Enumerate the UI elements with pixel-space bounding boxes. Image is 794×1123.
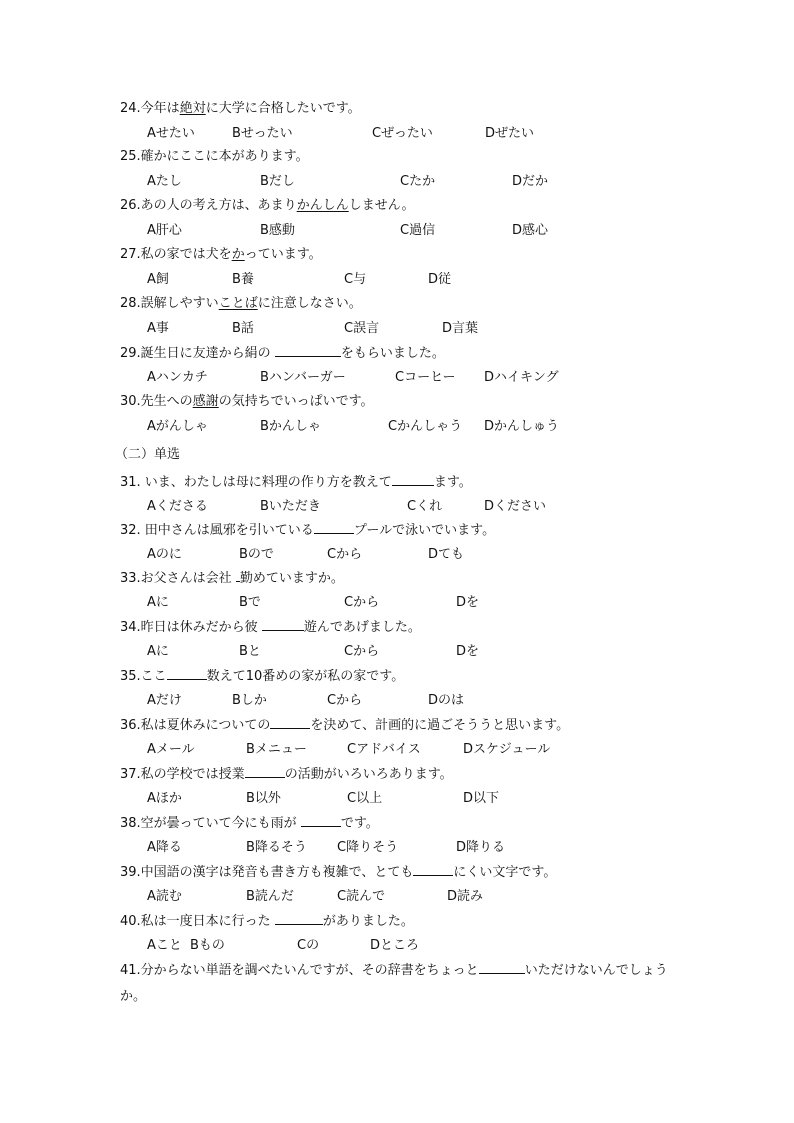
option-letter: D xyxy=(485,126,496,141)
question-text: 数えて10番めの家が私の家です。 xyxy=(206,669,405,684)
option-letter: A xyxy=(147,547,156,562)
option-text: ハイキング xyxy=(494,370,559,385)
underlined-word: かんしん xyxy=(296,198,349,213)
option-text: ほか xyxy=(155,791,182,806)
option-text: 与 xyxy=(353,272,367,287)
option-c xyxy=(337,839,398,857)
question-38 xyxy=(120,814,680,833)
answer-blank xyxy=(262,618,304,631)
question-text: 26.あの人の考え方は、あまり xyxy=(120,198,297,213)
option-a xyxy=(147,173,182,191)
option-text: に xyxy=(155,644,169,659)
option-text: 以外 xyxy=(254,791,281,806)
option-d xyxy=(463,790,499,808)
option-a xyxy=(147,888,182,906)
option-letter: D xyxy=(512,174,523,189)
option-letter: D xyxy=(484,370,495,385)
question-36 xyxy=(120,716,680,735)
answer-options xyxy=(147,271,667,289)
question-text: に注意しなさい。 xyxy=(257,296,362,311)
option-letter: C xyxy=(327,693,337,708)
option-b xyxy=(260,498,321,516)
question-text: を決めて、計画的に過ごそううと思います。 xyxy=(310,718,570,733)
option-d xyxy=(484,418,559,436)
option-letter: C xyxy=(344,644,354,659)
option-letter: A xyxy=(147,889,156,904)
option-d xyxy=(428,271,451,289)
option-d xyxy=(512,173,548,191)
option-text: 以上 xyxy=(356,791,383,806)
option-letter: D xyxy=(370,938,381,953)
option-letter: A xyxy=(147,272,156,287)
option-letter: D xyxy=(442,321,453,336)
answer-options xyxy=(147,839,667,857)
option-c xyxy=(327,546,362,564)
option-b xyxy=(246,839,307,857)
question-text: をもらいました。 xyxy=(340,346,445,361)
question-24 xyxy=(120,100,680,118)
answer-blank xyxy=(167,667,207,680)
option-letter: C xyxy=(347,742,357,757)
option-letter: C xyxy=(344,321,354,336)
option-letter: A xyxy=(147,370,156,385)
answer-blank xyxy=(301,814,341,827)
option-letter: C xyxy=(372,126,382,141)
option-b xyxy=(260,369,346,387)
option-text: かんしゃう xyxy=(397,419,463,434)
answer-options xyxy=(147,741,667,759)
option-text: 読んで xyxy=(346,889,386,904)
answer-blank xyxy=(413,863,453,876)
option-letter: A xyxy=(147,644,156,659)
option-letter: A xyxy=(147,419,156,434)
option-a xyxy=(147,125,195,143)
option-letter: D xyxy=(512,223,523,238)
option-d xyxy=(428,546,464,564)
answer-options xyxy=(147,125,667,143)
option-text: だし xyxy=(268,174,295,189)
question-text: がありました。 xyxy=(322,914,414,929)
option-text: かんしゅう xyxy=(494,419,560,434)
question-text: っています。 xyxy=(244,247,322,262)
option-letter: B xyxy=(246,791,255,806)
question-text: に大学に合格したいです。 xyxy=(205,101,361,116)
answer-options xyxy=(147,888,667,906)
option-letter: D xyxy=(456,840,467,855)
question-text: ます。 xyxy=(433,475,472,490)
option-a xyxy=(147,546,182,564)
answer-blank xyxy=(314,521,354,534)
option-text: から xyxy=(336,693,363,708)
question-text: 37.私の学校では授業 xyxy=(120,767,245,782)
option-c xyxy=(388,418,462,436)
option-text: 降りそう xyxy=(346,840,399,855)
option-text: で xyxy=(247,595,261,610)
option-text: から xyxy=(336,547,363,562)
question-text: 40.私は一度日本に行った xyxy=(120,914,275,929)
option-letter: D xyxy=(428,693,439,708)
option-d xyxy=(442,320,478,338)
option-text: ください xyxy=(494,499,547,514)
option-text: 話 xyxy=(240,321,254,336)
option-letter: B xyxy=(239,547,248,562)
question-text: 29.誕生日に友達から絹の xyxy=(120,346,275,361)
option-letter: C xyxy=(344,595,354,610)
answer-options xyxy=(147,594,667,612)
question-40 xyxy=(120,912,680,931)
option-text: アドバイス xyxy=(356,742,421,757)
option-a xyxy=(147,790,182,808)
option-a xyxy=(147,594,169,612)
option-letter: B xyxy=(260,499,269,514)
option-b xyxy=(190,937,225,955)
answer-blank xyxy=(270,716,310,729)
option-text: 誤言 xyxy=(353,321,380,336)
option-c xyxy=(395,369,456,387)
option-text: くれ xyxy=(416,499,443,514)
option-c xyxy=(344,594,379,612)
option-letter: C xyxy=(400,223,410,238)
option-letter: A xyxy=(147,499,156,514)
option-letter: C xyxy=(395,370,405,385)
option-d xyxy=(512,222,548,240)
option-text: 読んだ xyxy=(254,889,294,904)
option-letter: B xyxy=(232,693,241,708)
answer-options xyxy=(147,692,667,710)
option-text: 降るそう xyxy=(254,840,307,855)
option-b xyxy=(232,125,293,143)
option-b xyxy=(260,222,295,240)
option-d xyxy=(447,888,483,906)
option-text: だけ xyxy=(155,693,182,708)
option-text: こと xyxy=(155,938,182,953)
option-c xyxy=(372,125,433,143)
option-text: ぜたい xyxy=(495,126,535,141)
option-b xyxy=(232,320,254,338)
question-text: にくい文字です。 xyxy=(453,865,557,880)
question-30 xyxy=(120,393,680,411)
option-letter: B xyxy=(260,370,269,385)
option-letter: A xyxy=(147,321,156,336)
option-letter: C xyxy=(344,272,354,287)
option-letter: C xyxy=(337,889,347,904)
question-text: 24.今年は xyxy=(120,101,180,116)
question-27 xyxy=(120,246,680,264)
option-a xyxy=(147,271,169,289)
option-text: 降りる xyxy=(466,840,506,855)
question-text: 31. いま、わたしは母に料理の作り方を教えて xyxy=(120,475,392,490)
option-text: ハンバーガー xyxy=(268,370,346,385)
option-letter: C xyxy=(400,174,410,189)
option-letter: A xyxy=(147,595,156,610)
option-text: 飼 xyxy=(155,272,169,287)
option-letter: B xyxy=(232,321,241,336)
question-text: 28.誤解しやすい xyxy=(120,296,219,311)
option-text: 過信 xyxy=(409,223,436,238)
answer-options xyxy=(147,320,667,338)
option-text: もの xyxy=(198,938,225,953)
answer-options xyxy=(147,546,667,564)
answer-blank xyxy=(392,473,434,486)
option-d xyxy=(456,643,479,661)
question-text: 41.分からない単語を調べたいんですが、その辞書をちょっと xyxy=(120,963,479,978)
option-text: 降る xyxy=(155,840,182,855)
option-letter: B xyxy=(246,840,255,855)
option-letter: B xyxy=(239,595,248,610)
option-d xyxy=(370,937,419,955)
option-text: ところ xyxy=(380,938,420,953)
option-letter: A xyxy=(147,693,156,708)
option-text: 読む xyxy=(155,889,182,904)
option-letter: C xyxy=(347,791,357,806)
option-text: ぜったい xyxy=(381,126,433,141)
question-35 xyxy=(120,667,680,686)
option-text: コーヒー xyxy=(404,370,456,385)
question-34 xyxy=(120,618,680,637)
option-letter: B xyxy=(260,174,269,189)
question-text: しません。 xyxy=(348,198,415,213)
question-text: 36.私は夏休みについての xyxy=(120,718,271,733)
question-text: 30.先生への xyxy=(120,394,193,409)
answer-options xyxy=(147,173,667,191)
option-text: を xyxy=(466,644,480,659)
option-d xyxy=(463,741,550,759)
question-text: の気持ちでいっぱいです。 xyxy=(218,394,374,409)
answer-options xyxy=(147,222,667,240)
option-letter: B xyxy=(232,126,241,141)
option-letter: C xyxy=(337,840,347,855)
question-text: 遊んであげました。 xyxy=(303,620,421,635)
option-letter: D xyxy=(484,419,495,434)
option-b xyxy=(246,790,281,808)
option-text: 言葉 xyxy=(452,321,479,336)
option-letter: B xyxy=(260,419,269,434)
question-text: いただけないんでしょうか。 xyxy=(120,963,668,1004)
option-text: と xyxy=(247,644,261,659)
question-text: 34.昨日は休みだから彼 xyxy=(120,620,262,635)
option-letter: A xyxy=(147,840,156,855)
option-letter: D xyxy=(484,499,495,514)
option-text: しか xyxy=(240,693,267,708)
option-a xyxy=(147,937,182,955)
option-d xyxy=(428,692,464,710)
question-37 xyxy=(120,765,680,784)
option-b xyxy=(239,594,261,612)
question-25 xyxy=(120,148,680,166)
option-text: メニュー xyxy=(254,742,307,757)
option-text: を xyxy=(466,595,480,610)
option-text: ても xyxy=(438,547,465,562)
option-a xyxy=(147,741,195,759)
option-letter: D xyxy=(456,644,467,659)
question-29 xyxy=(120,344,680,363)
option-text: がんしゃ xyxy=(155,419,208,434)
option-letter: D xyxy=(428,547,439,562)
option-letter: C xyxy=(297,938,307,953)
option-letter: C xyxy=(388,419,398,434)
option-text: だか xyxy=(522,174,549,189)
option-text: スケジュール xyxy=(473,742,551,757)
option-d xyxy=(456,594,479,612)
option-a xyxy=(147,692,182,710)
option-d xyxy=(484,369,559,387)
option-text: に xyxy=(155,595,169,610)
option-letter: B xyxy=(246,742,255,757)
option-text: のに xyxy=(155,547,182,562)
option-text: ハンカチ xyxy=(155,370,208,385)
option-a xyxy=(147,418,208,436)
option-a xyxy=(147,839,182,857)
question-text: の活動がいろいろあります。 xyxy=(284,767,453,782)
answer-options xyxy=(147,418,667,436)
option-c xyxy=(297,937,319,955)
option-text: せたい xyxy=(155,126,195,141)
option-text: かんしゃ xyxy=(268,419,321,434)
answer-options xyxy=(147,790,667,808)
question-text: 33.お父さんは会社 xyxy=(120,571,236,586)
underlined-word: ことば xyxy=(218,296,258,311)
option-text: から xyxy=(353,644,380,659)
question-39 xyxy=(120,863,680,882)
answer-options xyxy=(147,498,667,516)
option-c xyxy=(327,692,362,710)
option-letter: C xyxy=(407,499,417,514)
option-c xyxy=(400,222,435,240)
option-letter: B xyxy=(232,272,241,287)
option-text: 肝心 xyxy=(155,223,182,238)
option-c xyxy=(400,173,435,191)
answer-options xyxy=(147,937,667,955)
option-letter: B xyxy=(239,644,248,659)
option-text: たか xyxy=(409,174,436,189)
question-28 xyxy=(120,295,680,313)
option-b xyxy=(260,418,321,436)
option-b xyxy=(246,888,294,906)
option-letter: A xyxy=(147,223,156,238)
section-heading: （二）单选 xyxy=(115,447,181,462)
question-33 xyxy=(120,569,680,588)
option-a xyxy=(147,643,169,661)
option-text: 以下 xyxy=(473,791,500,806)
option-c xyxy=(347,790,382,808)
option-letter: B xyxy=(260,223,269,238)
option-text: 従 xyxy=(438,272,452,287)
answer-blank xyxy=(479,961,525,974)
answer-options xyxy=(147,369,667,387)
option-b xyxy=(260,173,295,191)
answer-blank xyxy=(275,912,323,925)
option-text: 感心 xyxy=(522,223,549,238)
option-c xyxy=(337,888,385,906)
answer-blank xyxy=(275,344,341,357)
underlined-word: 絶対 xyxy=(179,101,206,116)
answer-blank xyxy=(245,765,285,778)
option-d xyxy=(485,125,534,143)
option-c xyxy=(344,643,379,661)
question-text: 27.私の家では犬を xyxy=(120,247,232,262)
option-letter: D xyxy=(428,272,439,287)
question-text: プールで泳いでいます。 xyxy=(353,523,496,538)
option-d xyxy=(456,839,505,857)
option-b xyxy=(246,741,307,759)
option-a xyxy=(147,369,208,387)
option-a xyxy=(147,320,169,338)
option-a xyxy=(147,498,208,516)
option-letter: A xyxy=(147,126,156,141)
option-b xyxy=(232,271,254,289)
option-text: いただき xyxy=(268,499,321,514)
option-text: くださる xyxy=(155,499,208,514)
question-text: です。 xyxy=(340,816,379,831)
option-letter: A xyxy=(147,174,156,189)
option-text: 養 xyxy=(240,272,254,287)
option-letter: D xyxy=(447,889,458,904)
option-letter: B xyxy=(190,938,199,953)
option-letter: C xyxy=(327,547,337,562)
option-letter: A xyxy=(147,742,156,757)
option-c xyxy=(347,741,421,759)
option-letter: A xyxy=(147,791,156,806)
question-41 xyxy=(120,958,675,1010)
answer-options xyxy=(147,643,667,661)
option-text: 感動 xyxy=(268,223,295,238)
option-b xyxy=(239,546,274,564)
option-letter: B xyxy=(246,889,255,904)
question-text: 勤めていますか。 xyxy=(239,571,344,586)
question-26 xyxy=(120,197,680,215)
option-a xyxy=(147,222,182,240)
option-letter: D xyxy=(456,595,467,610)
option-text: せったい xyxy=(240,126,293,141)
option-text: 読み xyxy=(457,889,484,904)
question-31 xyxy=(120,473,680,492)
option-text: ので xyxy=(247,547,274,562)
question-text: 25.確かにここに本があります。 xyxy=(120,149,309,164)
question-text: 38.空が曇っていて今にも雨が xyxy=(120,816,301,831)
option-c xyxy=(344,320,379,338)
question-text: 35.ここ xyxy=(120,669,167,684)
option-text: 事 xyxy=(155,321,169,336)
option-b xyxy=(239,643,261,661)
underlined-word: 感謝 xyxy=(192,394,219,409)
option-c xyxy=(344,271,366,289)
option-text: たし xyxy=(155,174,182,189)
option-text: メール xyxy=(155,742,195,757)
option-c xyxy=(407,498,442,516)
underlined-word: か xyxy=(231,247,245,262)
option-d xyxy=(484,498,546,516)
question-text: 32. 田中さんは風邪を引いている xyxy=(120,523,314,538)
option-text: のは xyxy=(438,693,465,708)
option-b xyxy=(232,692,267,710)
question-32 xyxy=(120,521,680,540)
question-text: 39.中国語の漢字は発音も書き方も複雑で、とても xyxy=(120,865,414,880)
option-letter: A xyxy=(147,938,156,953)
option-text: から xyxy=(353,595,380,610)
option-text: の xyxy=(306,938,320,953)
option-letter: D xyxy=(463,791,474,806)
option-letter: D xyxy=(463,742,474,757)
